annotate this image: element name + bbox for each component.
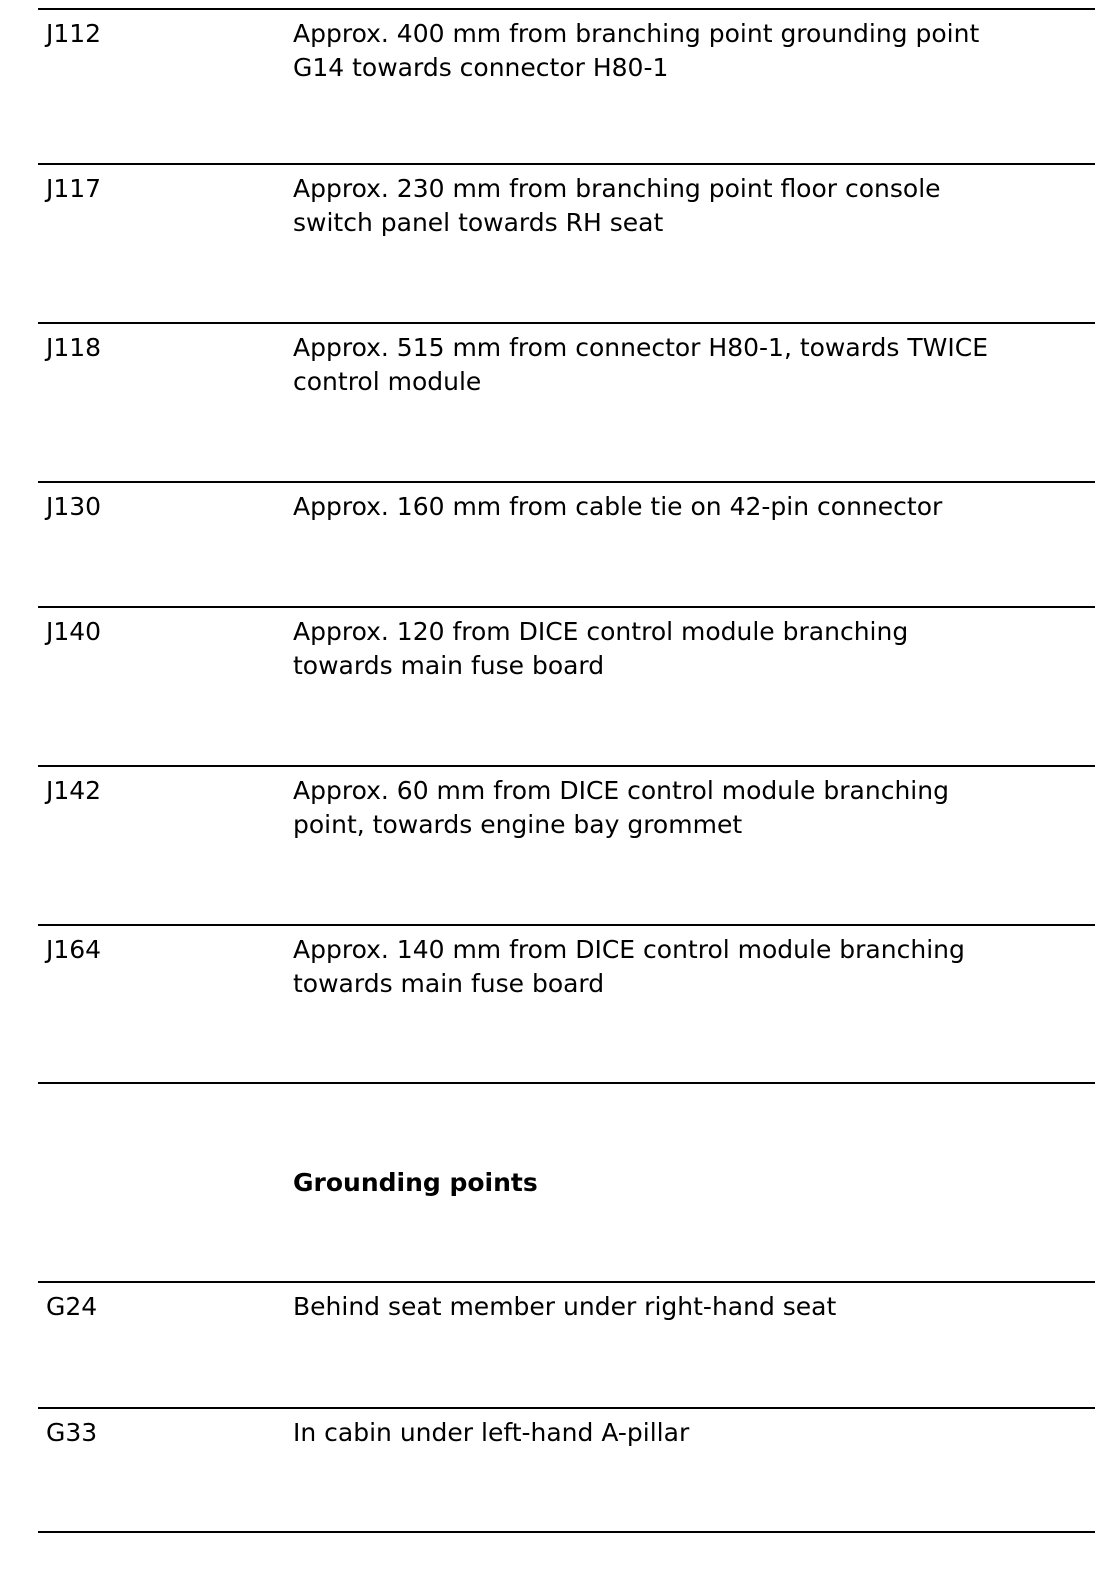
table-row-j140 bbox=[38, 606, 1095, 767]
point-description: Approx. 160 mm from cable tie on 42-pin connector bbox=[293, 492, 943, 521]
point-description: Approx. 140 mm from DICE control module branching towards main fuse board bbox=[293, 935, 965, 998]
point-code: J112 bbox=[46, 19, 102, 48]
point-code: J117 bbox=[46, 174, 102, 203]
point-code: J140 bbox=[46, 617, 102, 646]
table-row-g24 bbox=[38, 1281, 1095, 1409]
point-code: J118 bbox=[46, 333, 102, 362]
point-code: G33 bbox=[46, 1418, 98, 1447]
table-row-j118 bbox=[38, 322, 1095, 483]
point-code: G24 bbox=[46, 1292, 98, 1321]
point-description: In cabin under left-hand A-pillar bbox=[293, 1418, 690, 1447]
table-row-j164 bbox=[38, 924, 1095, 1084]
section-heading: Grounding points bbox=[293, 1168, 538, 1197]
table-row-g33 bbox=[38, 1407, 1095, 1533]
point-code: J142 bbox=[46, 776, 102, 805]
point-description: Approx. 515 mm from connector H80-1, towards TWICE control module bbox=[293, 333, 988, 396]
table-row-j142 bbox=[38, 765, 1095, 926]
section-divider bbox=[38, 1082, 1095, 1084]
point-description: Behind seat member under right-hand seat bbox=[293, 1292, 837, 1321]
table-row-j130 bbox=[38, 481, 1095, 607]
point-description: Approx. 120 from DICE control module branching towards main fuse board bbox=[293, 617, 909, 680]
table-bottom-rule bbox=[38, 1531, 1095, 1533]
point-description: Approx. 400 mm from branching point grounding point G14 towards connector H80-1 bbox=[293, 19, 980, 82]
point-description: Approx. 230 mm from branching point floor console switch panel towards RH seat bbox=[293, 174, 941, 237]
table-row-j117 bbox=[38, 163, 1095, 324]
point-code: J164 bbox=[46, 935, 102, 964]
point-description: Approx. 60 mm from DICE control module branching point, towards engine bay grommet bbox=[293, 776, 949, 839]
point-code: J130 bbox=[46, 492, 102, 521]
table-row-j112 bbox=[38, 8, 1095, 165]
